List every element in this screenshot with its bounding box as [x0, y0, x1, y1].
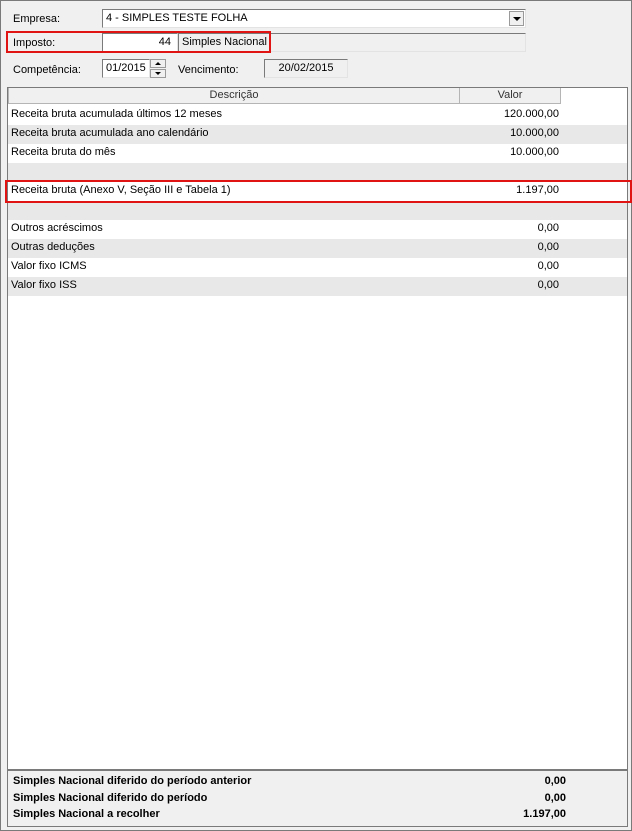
total-row	[13, 775, 619, 791]
spin-down-button[interactable]	[150, 69, 166, 78]
tax-grid	[7, 87, 628, 770]
imposto-code-input[interactable]	[102, 33, 178, 52]
chevron-down-icon	[513, 17, 521, 21]
total-label: Simples Nacional diferido do período anterior	[13, 775, 252, 787]
spin-up-button[interactable]	[150, 59, 166, 68]
table-row-empty[interactable]	[8, 163, 627, 182]
total-value: 1.197,00	[523, 808, 566, 820]
arrow-down-icon	[155, 72, 161, 75]
totals-panel	[7, 770, 628, 827]
grid-header	[8, 88, 627, 104]
table-row-highlighted[interactable]	[8, 182, 627, 201]
column-header-valor[interactable]: Valor	[459, 88, 561, 104]
total-label: Simples Nacional a recolher	[13, 808, 160, 820]
vencimento-field	[264, 59, 348, 78]
total-value: 0,00	[544, 792, 566, 804]
total-row	[13, 792, 619, 808]
table-row-empty[interactable]	[8, 201, 627, 220]
arrow-up-icon	[155, 62, 161, 65]
imposto-name: Simples Nacional	[182, 36, 267, 48]
total-row	[13, 808, 619, 824]
table-row[interactable]	[8, 258, 627, 277]
row-value: 0,00	[537, 279, 559, 291]
competencia-value: 01/2015	[106, 62, 146, 74]
column-header-descricao[interactable]: Descrição	[8, 88, 460, 104]
empresa-label: Empresa:	[13, 13, 61, 25]
row-value: 10.000,00	[510, 146, 559, 158]
imposto-name-field	[178, 33, 526, 52]
row-description: Valor fixo ISS	[11, 279, 77, 291]
total-value: 0,00	[544, 775, 566, 787]
row-description: Receita bruta acumulada últimos 12 meses	[11, 108, 222, 120]
empresa-dropdown-button[interactable]	[509, 11, 524, 26]
empresa-value: 4 - SIMPLES TESTE FOLHA	[106, 12, 248, 24]
competencia-label: Competência:	[13, 64, 81, 76]
total-label: Simples Nacional diferido do período	[13, 792, 208, 804]
table-row[interactable]	[8, 277, 627, 296]
table-row[interactable]	[8, 220, 627, 239]
row-description: Valor fixo ICMS	[11, 260, 87, 272]
row-description: Receita bruta do mês	[11, 146, 116, 158]
row-description: Outros acréscimos	[11, 222, 103, 234]
table-row[interactable]	[8, 239, 627, 258]
row-description: Receita bruta (Anexo V, Seção III e Tabela 1)	[11, 184, 231, 196]
row-value: 1.197,00	[516, 184, 559, 196]
table-row[interactable]	[8, 106, 627, 125]
competencia-input[interactable]	[102, 59, 150, 78]
vencimento-label: Vencimento:	[178, 64, 239, 76]
row-description: Receita bruta acumulada ano calendário	[11, 127, 209, 139]
row-value: 0,00	[537, 241, 559, 253]
row-value: 120.000,00	[503, 108, 559, 120]
row-value: 0,00	[537, 260, 559, 272]
table-row[interactable]	[8, 125, 627, 144]
vencimento-value: 20/02/2015	[278, 62, 334, 74]
row-value: 10.000,00	[510, 127, 559, 139]
competencia-spinner[interactable]	[150, 59, 166, 78]
empresa-combo[interactable]	[102, 9, 526, 28]
imposto-label: Imposto:	[13, 37, 56, 49]
imposto-code: 44	[158, 36, 171, 48]
row-description: Outras deduções	[11, 241, 95, 253]
row-value: 0,00	[537, 222, 559, 234]
table-row[interactable]	[8, 144, 627, 163]
